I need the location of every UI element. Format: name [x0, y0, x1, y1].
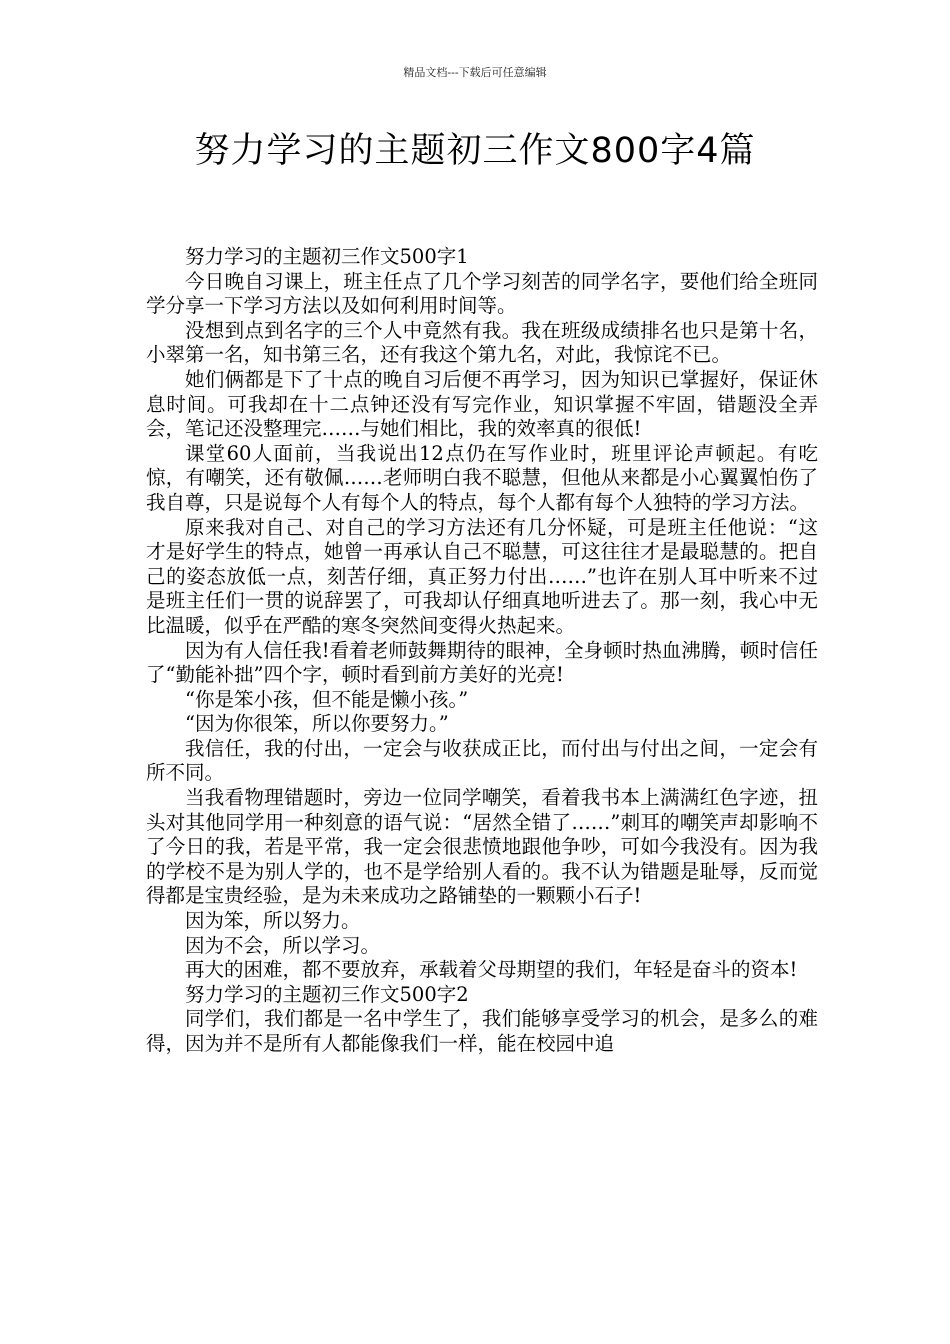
paragraph: 再大的困难，都不要放弃，承载着父母期望的我们，年轻是奋斗的资本!: [185, 958, 798, 982]
paragraph: 同学们，我们都是一名中学生了，我们能够享受学习的机会，是多么的难得，因为并不是所有人都能像我们一样，能在校园中追: [146, 1007, 818, 1055]
section-heading: 努力学习的主题初三作文500字2: [185, 982, 469, 1006]
paragraph: 当我看物理错题时，旁边一位同学嘲笑，看着我书本上满满红色字迹，扭头对其他同学用一种刻意的语气说：“居然全错了……”刺耳的嘲笑声却影响不了今日的我，若是平常，我一定会很悲愤地跟他争吵，可如今我没有。因为我的学校不是为别人学的，也不是学给别人看的。我不认为错题是耻辱，反而觉得都是宝贵经验，是为未来成功之路铺垫的一颗颗小石子!: [146, 786, 818, 908]
paragraph: 她们俩都是下了十点的晚自习后便不再学习，因为知识已掌握好，保证休息时间。可我却在十二点钟还没有写完作业，知识掌握不牢固，错题没全弄会，笔记还没整理完……与她们相比，我的效率真的很低!: [146, 367, 818, 441]
quote-paragraph: “你是笨小孩，但不能是懒小孩。”: [185, 687, 469, 711]
section-heading: 努力学习的主题初三作文500字1: [185, 245, 469, 268]
paragraph: 因为不会，所以学习。: [185, 933, 381, 957]
paragraph: 因为笨，所以努力。: [185, 909, 361, 933]
document-title: 努力学习的主题初三作文800字4篇: [194, 131, 756, 171]
paragraph: 今日晚自习课上，班主任点了几个学习刻苦的同学名字，要他们给全班同学分享一下学习方法以及如何利用时间等。: [146, 269, 818, 318]
paragraph: 没想到点到名字的三个人中竟然有我。我在班级成绩排名也只是第十名，小翠第一名，知书第三名，还有我这个第九名，对此，我惊诧不已。: [146, 318, 818, 367]
paragraph: 课堂60人面前，当我说出12点仍在写作业时，班里评论声顿起。有吃惊，有嘲笑，还有敬佩……老师明白我不聪慧，但他从来都是小心翼翼怕伤了我自尊，只是说每个人有每个人的特点，每个人都有每个人独特的学习方法。: [146, 441, 818, 514]
paragraph: 原来我对自己、对自己的学习方法还有几分怀疑，可是班主任他说：“这才是好学生的特点，她曾一再承认自己不聪慧，可这往往才是最聪慧的。把自己的姿态放低一点，刻苦仔细，真正努力付出……”也许在别人耳中听来不过是班主任们一贯的说辞罢了，可我却认仔细真地听进去了。那一刻，我心中无比温暖，似乎在严酷的寒冬突然间变得火热起来。: [146, 515, 818, 637]
paragraph: 因为有人信任我!看着老师鼓舞期待的眼神，全身顿时热血沸腾，顿时信任了“勤能补拙”四个字，顿时看到前方美好的光亮!: [146, 638, 818, 687]
paragraph: 我信任，我的付出，一定会与收获成正比，而付出与付出之间，一定会有所不同。: [146, 736, 818, 785]
article-body: [146, 245, 818, 1057]
header-note: 精品文档---下载后可任意编辑: [403, 66, 547, 79]
quote-paragraph: “因为你很笨，所以你要努力。”: [185, 712, 449, 736]
